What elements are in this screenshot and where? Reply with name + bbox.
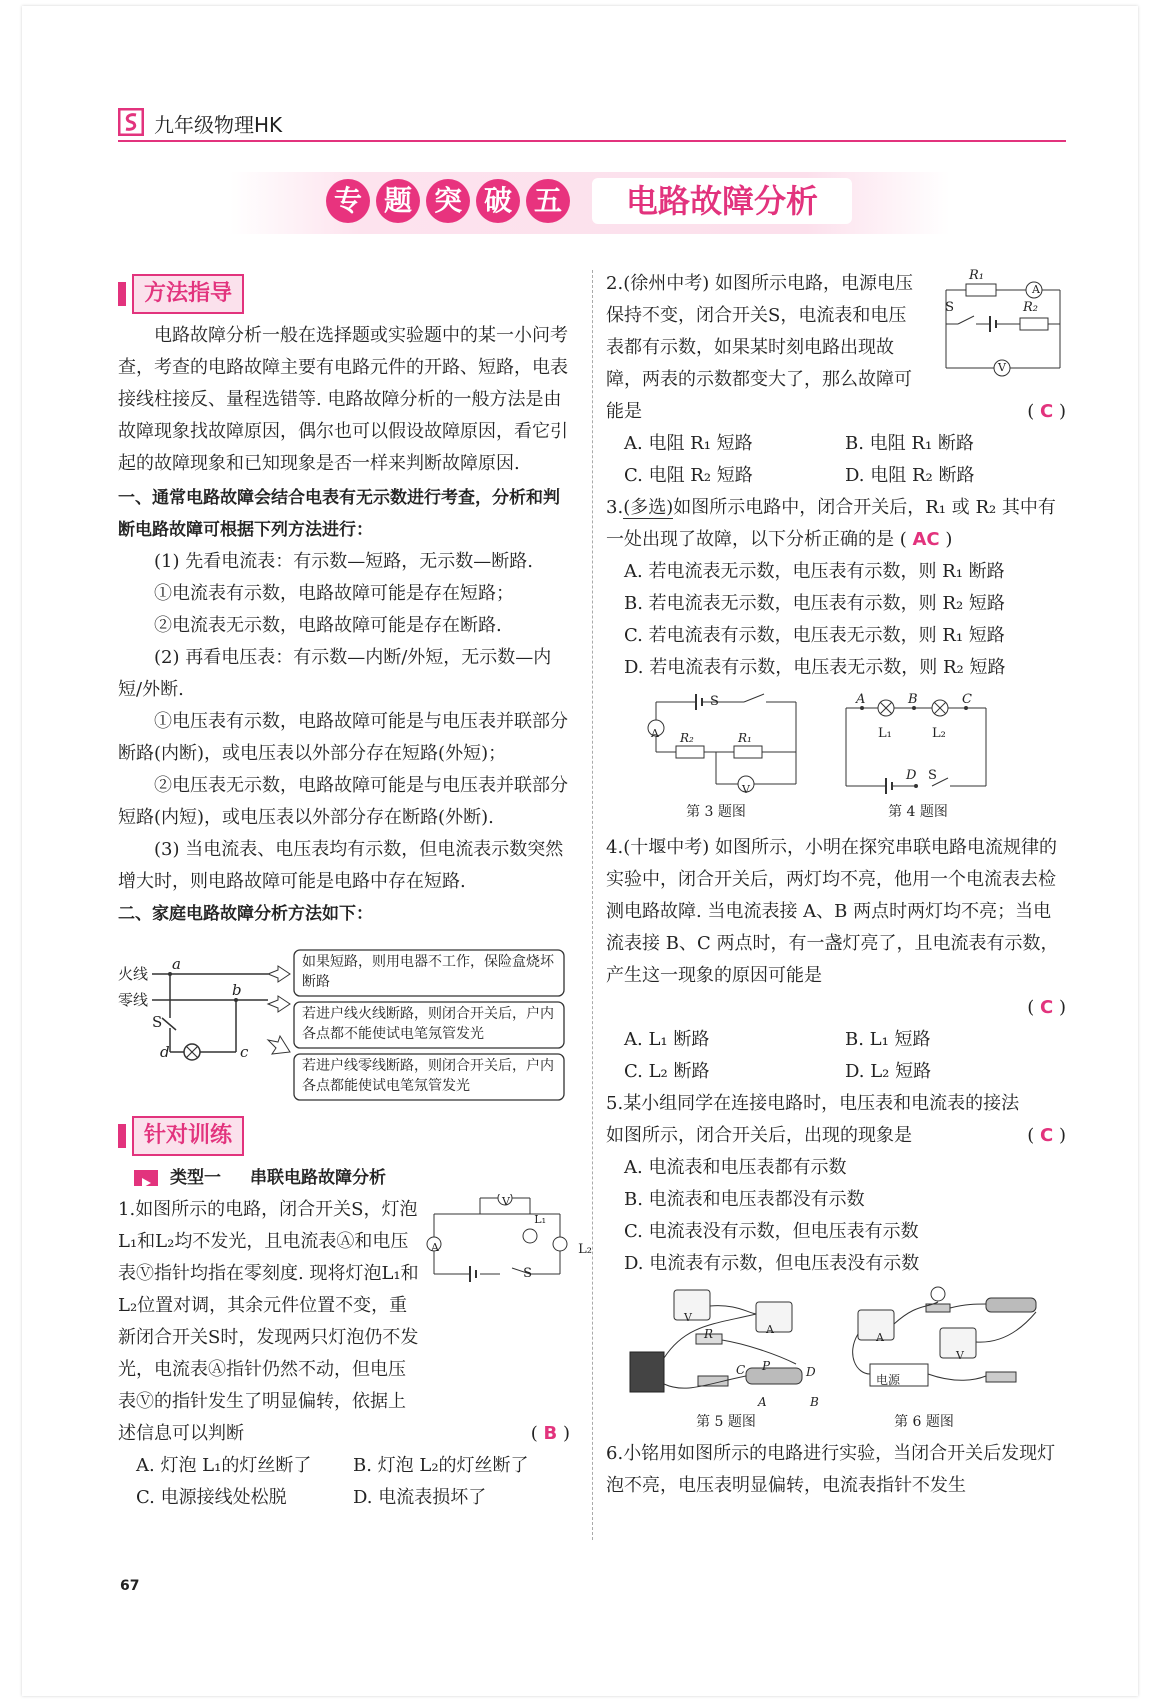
live-wire-label: 火线	[118, 965, 149, 983]
point-d-label: d	[160, 1043, 170, 1061]
type1-title: 串联电路故障分析	[250, 1168, 386, 1188]
fig3-circuit-svg	[646, 690, 826, 808]
q5-option-b: B. 电流表和电压表都没有示数	[624, 1189, 865, 1210]
method-line: (1) 先看电流表：有示数—短路，无示数—断路.	[154, 551, 533, 572]
question-5: 5.某小组同学在连接电路时，电压表和电流表的接法如图所示，闭合开关后，出现的现象是 ( C ) A. 电流表和电压表都有示数 B. 电流表和电压表都没有示数 C. 电流表没有示数，但电压表有示数 D. 电流表有示数，但电压表没有示数	[606, 1088, 1066, 1280]
fig5-point-d-label: D	[806, 1365, 816, 1379]
q1-option-c: C. 电源接线处松脱	[136, 1487, 287, 1508]
q2-number: 2.	[606, 273, 624, 294]
figures-3-4	[606, 684, 1066, 832]
section-method	[118, 274, 570, 314]
part1-title: 一、通常电路故障会结合电表有无示数进行考查，分析和判断电路故障可根据下列方法进行：	[118, 488, 560, 540]
fig5-point-a-label: A	[758, 1395, 767, 1409]
q4-answer: C	[1040, 997, 1054, 1018]
column-divider	[592, 270, 593, 1540]
q4-stem: (十堰中考) 如图所示，小明在探究串联电路电流规律的实验中，闭合开关后，两灯均不亮，他用一个电流表去检测电路故障. 当电流表接 A、B 两点时两灯均不亮；当电流表接 B、C 两点时，有一盏灯亮了，且电流表有示数，产生这一现象的原因可能是	[606, 837, 1059, 986]
fig5-apparatus-svg	[626, 1284, 826, 1414]
fig4-caption: 第 4 题图	[888, 804, 948, 820]
banner-char: 专	[326, 179, 370, 223]
fig3-voltmeter-label: V	[742, 783, 750, 796]
q4-number: 4.	[606, 837, 624, 858]
q1-answer: B	[543, 1423, 558, 1444]
page-number: 67	[120, 1578, 140, 1594]
q6-number: 6.	[606, 1443, 624, 1464]
q2-switch-label: S	[945, 300, 954, 315]
fig3-switch-label: S	[710, 694, 719, 709]
section-bar	[118, 282, 126, 306]
method-line: (2) 再看电压表：有示数—内断/外短，无示数—内短/外断.	[118, 647, 552, 700]
fig4-l1-label: L₁	[878, 726, 892, 741]
banner-chars	[326, 179, 570, 223]
q4-option-c: C. L₂ 断路	[624, 1061, 710, 1082]
banner-char: 突	[426, 179, 470, 223]
q2-r2-label: R₂	[1023, 300, 1038, 315]
neutral-wire-label: 零线	[118, 991, 149, 1009]
section-label: 方法指导	[132, 274, 244, 314]
q5-option-c: C. 电流表没有示数，但电压表有示数	[624, 1221, 919, 1242]
method-line: ②电流表无示数，电路故障可能是存在断路.	[154, 615, 502, 636]
q3-stem: 如图所示电路中，闭合开关后，R₁ 或 R₂ 其中有一处出现了故障，以下分析正确的是	[606, 497, 1056, 550]
q6-stem: 小铭用如图所示的电路进行实验，当闭合开关后发现灯泡不亮，电压表明显偏转，电流表指针不发生	[606, 1443, 1056, 1496]
question-4: 4.(十堰中考) 如图所示，小明在探究串联电路电流规律的实验中，闭合开关后，两灯均不亮，他用一个电流表去检测电路故障. 当电流表接 A、B 两点时两灯均不亮；当电流表接 B、C 两点时，有一盏灯亮了，且电流表有示数，产生这一现象的原因可能是 ( C ) A. L₁ 断路 B. L₁ 短路 C. L₂ 断路 D. L₂ 短路	[606, 832, 1066, 1088]
q1-option-a: A. 灯泡 L₁的灯丝断了	[136, 1455, 312, 1476]
topic-banner	[230, 172, 950, 234]
fig6-ammeter-label: A	[876, 1331, 884, 1344]
fig4-l2-label: L₂	[932, 726, 946, 741]
q3-tag: (多选)	[623, 497, 674, 518]
q2-option-a: A. 电阻 R₁ 短路	[624, 433, 753, 454]
q5-answer: C	[1040, 1125, 1054, 1146]
fig5-voltmeter-label: V	[684, 1311, 692, 1324]
question-3: 3.(多选)如图所示电路中，闭合开关后，R₁ 或 R₂ 其中有一处出现了故障，以下分析正确的是 ( AC ) A. 若电流表无示数，电压表有示数，则 R₁ 断路 B. 若电流表无示数，电压表有示数，则 R₂ 短路 C. 若电流表有示数，电压表无示数，则 R₁ 短路 D. 若电流表有示数，电压表无示数，则 R₂ 短路	[606, 492, 1066, 684]
book-title: 九年级物理HK	[154, 113, 283, 137]
switch-label: S	[152, 1013, 163, 1031]
q2-stem: (徐州中考) 如图所示电路，电源电压保持不变，闭合开关S，电流表和电压表都有示数，如果某时刻电路出现故障，两表的示数都变大了，那么故障可能是	[606, 273, 913, 422]
page-header	[118, 108, 1066, 142]
q3-answer: AC	[912, 529, 940, 550]
q2-answer: C	[1040, 401, 1054, 422]
banner-char: 题	[376, 179, 420, 223]
q3-option-d: D. 若电流表有示数，电压表无示数，则 R₂ 短路	[624, 657, 1006, 678]
section-bar	[118, 1124, 126, 1148]
point-b-label: b	[232, 981, 242, 999]
question-2: R₁ A S R₂ V 2.(徐州中考) 如图所示电路，电源电压保持不变，闭合开关S，电流表和电压表都有示数，如果某时刻电路出现故障，两表的示数都变大了，那么故障可能是 ( C ) A. 电阻 R₁ 短路 B. 电阻 R₁ 断路 C. 电阻 R₂ 短路 D. 电阻 R₂ 断路	[606, 268, 1066, 492]
q1-circuit-figure	[420, 1194, 570, 1294]
fig5-point-b-label: B	[810, 1395, 819, 1409]
fig5-ammeter-label: A	[766, 1323, 774, 1336]
q2-option-c: C. 电阻 R₂ 短路	[624, 465, 753, 486]
q3-number: 3.	[606, 497, 624, 518]
method-line: ①电压表有示数，电路故障可能是与电压表并联部分断路(内断)，或电压表以外部分存在短路(外短)；	[118, 711, 568, 764]
q4-option-a: A. L₁ 断路	[624, 1029, 710, 1050]
q5-option-a: A. 电流表和电压表都有示数	[624, 1157, 847, 1178]
q2-option-b: B. 电阻 R₁ 断路	[845, 433, 974, 454]
fig3-r2-label: R₂	[680, 731, 694, 745]
fig3-r1-label: R₁	[738, 731, 752, 745]
question-1: V A S L₂ L₁ 1.如图所示的电路，闭合开关S，灯泡L₁和L₂均不发光，且电流表Ⓐ和电压表Ⓥ指针均指在零刻度. 现将灯泡L₁和L₂位置对调，其余元件位置不变，重新闭合开关S时，发现两只灯泡仍不发光，电流表Ⓐ指针仍然不动，但电压表Ⓥ的指针发生了明显偏转，依据上述信息可以判断 ( B ) A. 灯泡 L₁的灯丝断了 B. 灯泡 L₂的灯丝断了 C. 电源接线处松脱 D. 电流表损坏了	[118, 1194, 570, 1514]
q4-option-d: D. L₂ 短路	[845, 1061, 932, 1082]
part2-title: 二、家庭电路故障分析方法如下：	[118, 904, 373, 924]
q1-voltmeter-label: V	[502, 1195, 510, 1208]
banner-subtitle: 电路故障分析	[592, 178, 852, 224]
right-column	[606, 268, 1066, 1502]
q1-l1-label: L₁	[534, 1213, 546, 1226]
q1-number: 1.	[118, 1199, 136, 1220]
banner-char: 五	[526, 179, 570, 223]
fig6-power-label: 电源	[876, 1373, 901, 1387]
fig6-caption: 第 6 题图	[894, 1414, 954, 1430]
fig5-point-p-label: P	[762, 1359, 771, 1373]
q1-option-d: D. 电流表损坏了	[353, 1487, 487, 1508]
fig3-ammeter-label: A	[651, 727, 659, 740]
figures-5-6	[606, 1280, 1066, 1438]
point-c-label: c	[240, 1043, 249, 1061]
fig3-caption: 第 3 题图	[686, 804, 746, 820]
fig4-point-b-label: B	[908, 692, 918, 707]
method-line: ②电压表无示数，电路故障可能是与电压表并联部分短路(内短)，或电压表以外部分存在断路(外断).	[118, 775, 568, 828]
left-column	[118, 272, 592, 1514]
fig5-caption: 第 5 题图	[696, 1414, 756, 1430]
fig6-voltmeter-label: V	[956, 1349, 964, 1362]
banner-char: 破	[476, 179, 520, 223]
fig4-switch-label: S	[928, 768, 937, 783]
fig5-point-c-label: C	[736, 1363, 746, 1377]
section-label: 针对训练	[132, 1116, 244, 1156]
q4-option-b: B. L₁ 短路	[845, 1029, 931, 1050]
fig4-point-a-label: A	[856, 692, 866, 707]
q5-number: 5.	[606, 1093, 624, 1114]
method-line: (3) 当电流表、电压表均有示数，但电流表示数突然增大时，则电路故障可能是电路中存在短路.	[118, 839, 564, 892]
publisher-logo-icon	[118, 108, 144, 136]
intro-paragraph: 电路故障分析一般在选择题或实验题中的某一小问考查，考查的电路故障主要有电路元件的开路、短路，电表接线柱接反、量程选错等. 电路故障分析的一般方法是由故障现象找故障原因，偶尔也可以假设故障原因，看它引起的故障现象和已知现象是否一样来判断故障原因.	[118, 325, 568, 474]
q3-option-c: C. 若电流表有示数，电压表无示数，则 R₁ 短路	[624, 625, 1005, 646]
fig5-resistor-label: R	[704, 1327, 714, 1341]
method-line: ①电流表有示数，电路故障可能是存在短路；	[154, 583, 514, 604]
note-box-3: 若进户线零线断路，则闭合开关后，户内各点都能使试电笔氖管发光	[302, 1058, 554, 1094]
q1-l2-label: L₂	[578, 1242, 592, 1257]
fig4-point-d-label: D	[906, 768, 917, 783]
note-box-2: 若进户线火线断路，则闭合开关后，户内各点都不能使试电笔氖管发光	[302, 1006, 554, 1042]
household-circuit-diagram	[118, 930, 570, 1114]
q2-ammeter-label: A	[1032, 283, 1040, 296]
question-6	[606, 1438, 1066, 1502]
q1-option-b: B. 灯泡 L₂的灯丝断了	[353, 1455, 529, 1476]
note-box-1: 如果短路，则用电器不工作，保险盒烧坏断路	[302, 954, 554, 990]
q2-option-d: D. 电阻 R₂ 断路	[845, 465, 975, 486]
type1-label: 类型一	[170, 1168, 221, 1188]
q1-ammeter-label: A	[431, 1241, 439, 1254]
point-a-label: a	[172, 955, 181, 973]
section-training	[118, 1116, 570, 1156]
play-arrow-icon	[134, 1170, 158, 1186]
q1-switch-label: S	[523, 1266, 532, 1281]
q2-r1-label: R₁	[969, 268, 984, 283]
q3-option-a: A. 若电流表无示数，电压表有示数，则 R₁ 断路	[624, 561, 1005, 582]
q5-option-d: D. 电流表有示数，但电压表没有示数	[624, 1253, 920, 1274]
q2-voltmeter-label: V	[998, 361, 1006, 374]
q1-stem: 如图所示的电路，闭合开关S，灯泡L₁和L₂均不发光，且电流表Ⓐ和电压表Ⓥ指针均指在零刻度. 现将灯泡L₁和L₂位置对调，其余元件位置不变，重新闭合开关S时，发现两只灯泡仍不发光，电流表Ⓐ指针仍然不动，但电压表Ⓥ的指针发生了明显偏转，依据上述信息可以判断	[118, 1199, 419, 1444]
q5-stem: 某小组同学在连接电路时，电压表和电流表的接法如图所示，闭合开关后，出现的现象是	[606, 1093, 1020, 1146]
q3-option-b: B. 若电流表无示数，电压表有示数，则 R₂ 短路	[624, 593, 1005, 614]
fig4-point-c-label: C	[962, 692, 972, 707]
